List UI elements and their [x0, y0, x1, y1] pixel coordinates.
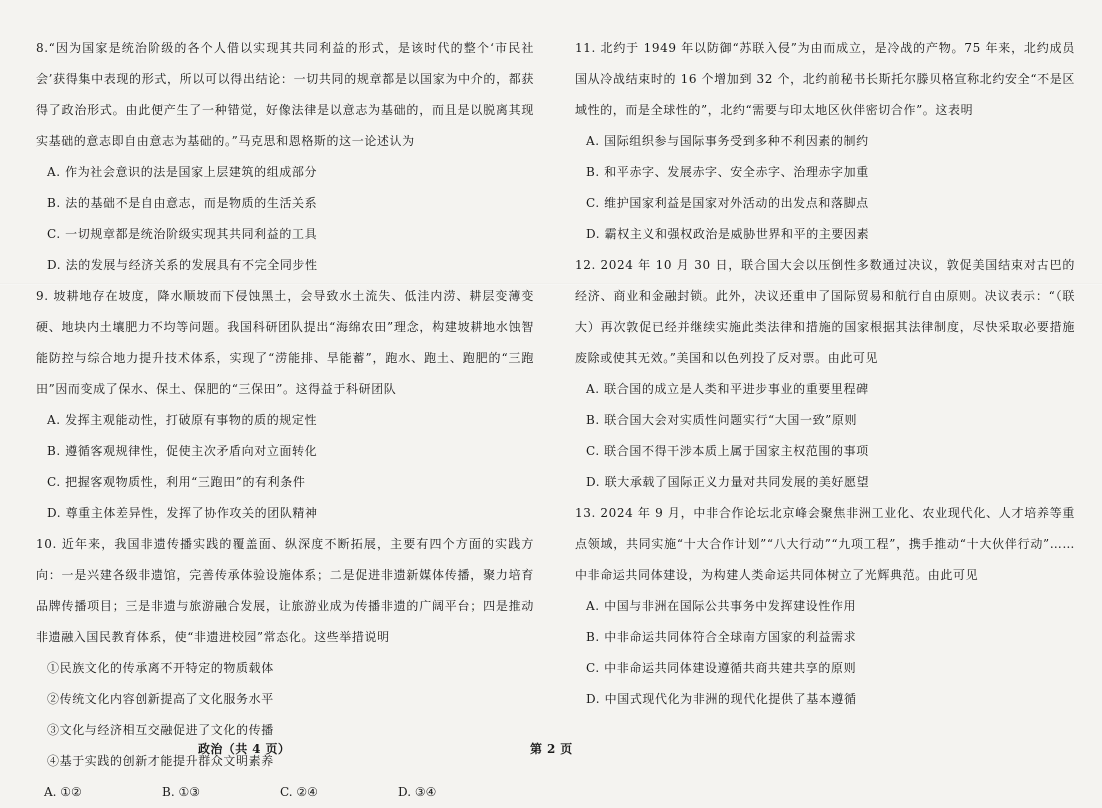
question-12-option-c: C. 联合国不得干涉本质上属于国家主权范围的事项	[586, 444, 869, 458]
question-13-stem: 13. 2024 年 9 月，中非合作论坛北京峰会聚焦非洲工业化、农业现代化、人才培养等重点领域，共同实施“十大合作计划”“八大行动”“九项工程”，携手推动“十大伙伴行动”……中非命运共同体建设，为构建人类命运共同体树立了光辉典范。由此可见	[575, 506, 1075, 582]
question-9-option-a: A. 发挥主观能动性，打破原有事物的质的规定性	[47, 413, 318, 427]
question-9-option-d: D. 尊重主体差异性，发挥了协作攻关的团队精神	[47, 506, 318, 520]
question-10	[36, 529, 534, 808]
question-8	[36, 33, 534, 281]
question-10-stem: 10. 近年来，我国非遗传播实践的覆盖面、纵深度不断拓展，主要有四个方面的实践方向：一是兴建各级非遗馆，完善传承体验设施体系；二是促进非遗新媒体传播，聚力培育品牌传播项目；三是非遗与旅游融合发展，让旅游业成为传播非遗的广阔平台；四是推动非遗融入国民教育体系，使“非遗进校园”常态化。这些举措说明	[36, 537, 534, 644]
question-8-option-c: C. 一切规章都是统治阶级实现其共同利益的工具	[47, 227, 318, 241]
question-10-choice-b: B. ①③	[162, 785, 200, 799]
question-10-choice-a: A. ①②	[44, 785, 82, 799]
question-12-option-a: A. 联合国的成立是人类和平进步事业的重要里程碑	[586, 382, 869, 396]
question-10-statement-1: ①民族文化的传承离不开特定的物质载体	[47, 661, 274, 675]
question-12-stem: 12. 2024 年 10 月 30 日，联合国大会以压倒性多数通过决议，敦促美国结束对古巴的经济、商业和金融封锁。此外，决议还重申了国际贸易和航行自由原则。决议表示：“（联大）再次敦促已经并继续实施此类法律和措施的国家根据其法律制度，尽快采取必要措施废除或使其无效。”美国和以色列投了反对票。由此可见	[575, 258, 1075, 365]
question-11-option-c: C. 维护国家利益是国家对外活动的出发点和落脚点	[586, 196, 869, 210]
question-12-option-b: B. 联合国大会对实质性问题实行“大国一致”原则	[586, 413, 858, 427]
footer-subject: 政治（共 4 页）	[198, 742, 291, 756]
question-11	[575, 33, 1075, 250]
question-10-choice-c: C. ②④	[280, 785, 318, 799]
question-9-option-b: B. 遵循客观规律性，促使主次矛盾向对立面转化	[47, 444, 318, 458]
question-12-option-d: D. 联大承载了国际正义力量对共同发展的美好愿望	[586, 475, 870, 489]
question-10-choices	[36, 777, 534, 808]
question-8-option-b: B. 法的基础不是自由意志，而是物质的生活关系	[47, 196, 318, 210]
question-13-option-d: D. 中国式现代化为非洲的现代化提供了基本遵循	[586, 692, 857, 706]
question-10-choice-d: D. ③④	[398, 785, 437, 799]
question-13-option-a: A. 中国与非洲在国际公共事务中发挥建设性作用	[586, 599, 857, 613]
question-9-option-c: C. 把握客观物质性，利用“三跑田”的有利条件	[47, 475, 306, 489]
question-10-statement-4: ④基于实践的创新才能提升群众文明素养	[47, 754, 274, 768]
question-9	[36, 281, 534, 529]
question-11-option-d: D. 霸权主义和强权政治是威胁世界和平的主要因素	[586, 227, 870, 241]
question-11-stem: 11. 北约于 1949 年以防御“苏联入侵”为由而成立，是冷战的产物。75 年来，北约成员国从冷战结束时的 16 个增加到 32 个，北约前秘书长斯托尔滕贝格宣称北约安全“不是区域性的，而是全球性的”，北约“需要与印太地区伙伴密切合作”。这表明	[575, 41, 1075, 117]
question-11-option-b: B. 和平赤字、发展赤字、安全赤字、治理赤字加重	[586, 165, 869, 179]
left-column	[36, 33, 534, 808]
question-8-stem: 8.“因为国家是统治阶级的各个人借以实现其共同利益的形式，是该时代的整个‘市民社会’获得集中表现的形式，所以可以得出结论：一切共同的规章都是以国家为中介的，都获得了政治形式。由此便产生了一种错觉，好像法律是以意志为基础的，而且是以脱离其现实基础的意志即自由意志为基础的。”马克思和恩格斯的这一论述认为	[36, 41, 534, 148]
footer-page-number: 第 2 页	[530, 742, 573, 756]
question-13	[575, 498, 1075, 715]
question-11-option-a: A. 国际组织参与国际事务受到多种不利因素的制约	[586, 134, 869, 148]
question-10-statement-3: ③文化与经济相互交融促进了文化的传播	[47, 723, 274, 737]
question-13-option-c: C. 中非命运共同体建设遵循共商共建共享的原则	[586, 661, 857, 675]
question-10-statement-2: ②传统文化内容创新提高了文化服务水平	[47, 692, 274, 706]
question-8-option-d: D. 法的发展与经济关系的发展具有不完全同步性	[47, 258, 318, 272]
question-12	[575, 250, 1075, 498]
right-column	[575, 33, 1075, 715]
question-13-option-b: B. 中非命运共同体符合全球南方国家的利益需求	[586, 630, 857, 644]
question-8-option-a: A. 作为社会意识的法是国家上层建筑的组成部分	[47, 165, 318, 179]
question-9-stem: 9. 坡耕地存在坡度，降水顺坡而下侵蚀黑土，会导致水土流失、低洼内涝、耕层变薄变硬、地块内土壤肥力不均等问题。我国科研团队提出“海绵农田”理念，构建坡耕地水蚀智能防控与综合地力提升技术体系，实现了“涝能排、旱能蓄”，跑水、跑土、跑肥的“三跑田”因而变成了保水、保土、保肥的“三保田”。这得益于科研团队	[36, 289, 534, 396]
